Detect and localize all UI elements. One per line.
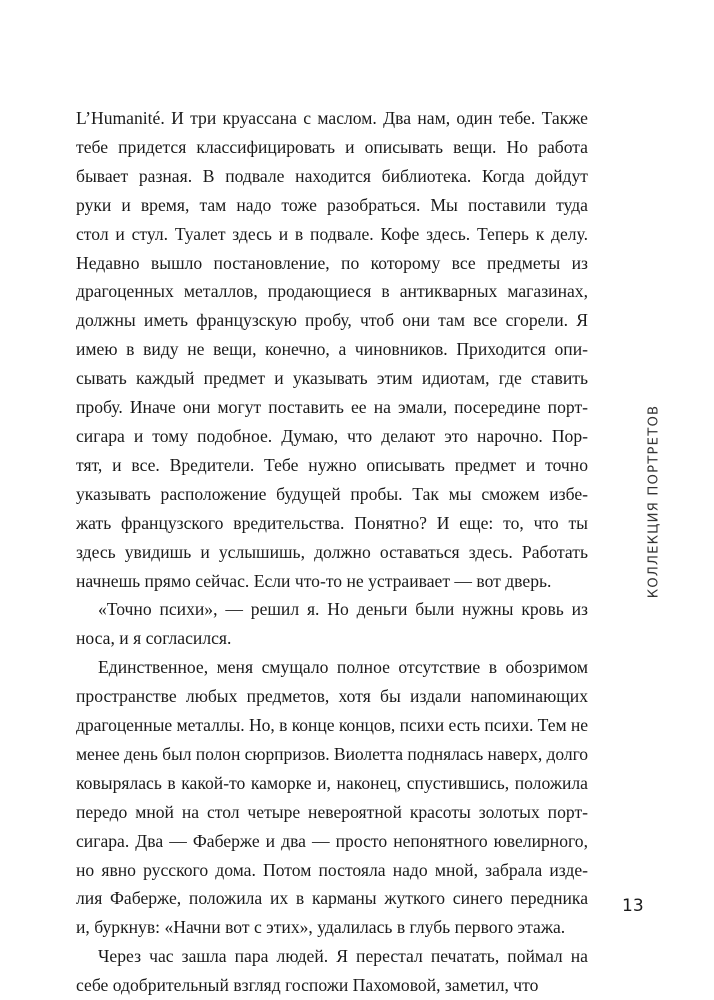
paragraph — [76, 595, 588, 653]
paragraph — [76, 942, 588, 1000]
text-line: сигара и тому подобное. Думаю, что делают это нарочно. Пор- — [76, 425, 588, 446]
text-line: передо мной на стол четыре невероятной красоты золотых порт- — [76, 801, 588, 822]
text-line: сывать каждый предмет и указывать этим идиотам, где ставить — [76, 368, 588, 389]
text-line: но явно русского дома. Потом постояла надо мной, забрала изде- — [76, 859, 588, 880]
running-head-text: КОЛЛЕКЦИЯ ПОРТРЕТОВ — [646, 404, 662, 598]
body-text — [76, 104, 588, 1000]
text-line: тебе придется классифицировать и описывать вещи. Но работа — [76, 136, 588, 157]
text-line: тят, и все. Вредители. Тебе нужно описывать предмет и точно — [76, 454, 588, 475]
text-line: ковырялась в какой-то каморке и, наконец, спустившись, положила — [76, 772, 588, 793]
text-line: сигара. Два — Фаберже и два — просто непонятного ювелирного, — [76, 830, 588, 851]
page-number: 13 — [622, 896, 644, 916]
text-line: носа, и я согласился. — [76, 628, 232, 649]
text-line: пространстве любых предметов, хотя бы издали напоминающих — [76, 686, 588, 707]
text-line: жать французского вредительства. Понятно? И еще: то, что ты — [76, 512, 588, 533]
text-line: пробу. Иначе они могут поставить ее на эмали, посередине порт- — [76, 397, 588, 418]
text-line: Единственное, меня смущало полное отсутствие в обозримом — [98, 657, 588, 678]
text-line: начнешь прямо сейчас. Если что-то не устраивает — вот дверь. — [76, 570, 552, 591]
text-line: стол и стул. Туалет здесь и в подвале. Кофе здесь. Теперь к делу. — [76, 223, 588, 244]
text-line: L’Humanité. И три круассана с маслом. Два нам, один тебе. Также — [76, 108, 588, 128]
text-line: указывать расположение будущей пробы. Так мы сможем избе- — [76, 483, 588, 504]
text-line: драгоценные металлы. Но, в конце концов, психи есть психи. Тем не — [76, 715, 588, 736]
text-line: Недавно вышло постановление, по которому все предметы из — [76, 252, 588, 273]
paragraph — [76, 104, 588, 595]
running-head — [642, 405, 666, 597]
text-line: бывает разная. В подвале находится библиотека. Когда дойдут — [76, 165, 588, 186]
text-line: и, буркнув: «Начни вот с этих», удалилась в глубь первого этажа. — [76, 917, 566, 938]
text-line: должны иметь французскую пробу, чтоб они там все сгорели. Я — [76, 310, 588, 331]
text-line: менее день был полон сюрпризов. Виолетта поднялась наверх, долго — [76, 743, 589, 764]
text-line: лия Фаберже, положила их в карманы жуткого синего передника — [76, 888, 588, 909]
paragraph — [76, 653, 588, 942]
text-line: имею в виду не вещи, конечно, а чиновников. Приходится опи- — [76, 339, 588, 360]
text-line: здесь увидишь и услышишь, должно оставаться здесь. Работать — [76, 541, 588, 562]
text-line: руки и время, там надо тоже разобраться. Мы поставили туда — [76, 194, 588, 215]
text-line: драгоценных металлов, продающиеся в антикварных магазинах, — [76, 281, 588, 302]
text-line: «Точно психи», — решил я. Но деньги были нужны кровь из — [98, 599, 588, 620]
text-line: себе одобрительный взгляд госпожи Пахомовой, заметил, что — [76, 975, 539, 996]
text-line: Через час зашла пара людей. Я перестал печатать, поймал на — [98, 946, 588, 967]
